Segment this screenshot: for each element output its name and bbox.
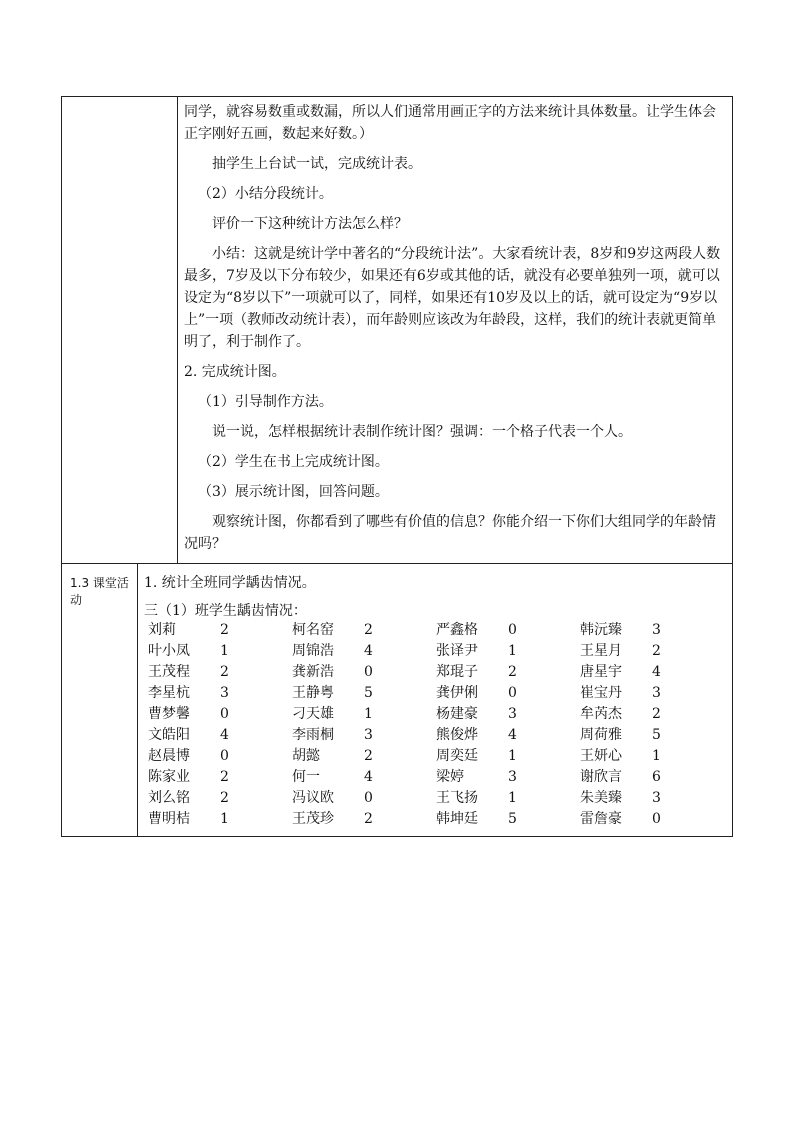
- student-name: 柯名窑: [292, 622, 334, 638]
- student-name: 韩沅臻: [580, 622, 622, 638]
- paragraph: （2）小结分段统计。: [198, 186, 333, 202]
- student-name: 周奕廷: [436, 748, 478, 764]
- student-name: 雷詹豪: [580, 811, 622, 827]
- student-count: 1: [220, 643, 229, 659]
- student-name: 梁婷: [436, 769, 464, 785]
- student-count: 2: [364, 748, 373, 764]
- student-name: 唐星宇: [580, 664, 622, 680]
- paragraph: 小结：这就是统计学中著名的“分段统计法”。大家看统计表，8岁和9岁这两段人数最多，7岁及以下分布较少，如果还有6岁或其他的话，就没有必要单独列一项，就可以设定为“8岁以下”一项就可以了，同样，如果还有10岁及以上的话，就可设定为“9岁以上”一项（教师改动统计表），而年龄则应该改为年龄段，这样，我们的统计表就更简单明了，利于制作了。: [184, 246, 721, 350]
- student-count: 1: [652, 748, 661, 764]
- student-count: 2: [220, 769, 229, 785]
- student-count: 2: [652, 706, 661, 722]
- student-count: 3: [220, 685, 229, 701]
- student-count: 0: [508, 622, 517, 638]
- student-count: 5: [364, 685, 373, 701]
- student-name: 王飞扬: [436, 790, 478, 806]
- paragraph: 抽学生上台试一试，完成统计表。: [212, 156, 422, 172]
- student-count: 5: [652, 727, 661, 743]
- paragraph: 说一说，怎样根据统计表制作统计图？强调：一个格子代表一个人。: [212, 424, 632, 440]
- student-count: 2: [364, 622, 373, 638]
- student-count: 3: [652, 622, 661, 638]
- student-name: 郑琨子: [436, 664, 478, 680]
- student-count: 3: [652, 790, 661, 806]
- student-name: 李雨桐: [292, 727, 334, 743]
- student-name: 牟芮杰: [580, 706, 622, 722]
- student-name: 王妍心: [580, 748, 622, 764]
- student-count: 1: [220, 811, 229, 827]
- paragraph: 评价一下这种统计方法怎么样？: [212, 216, 408, 232]
- student-count: 2: [220, 664, 229, 680]
- student-name: 龚伊俐: [436, 685, 478, 701]
- content-cell: [178, 97, 732, 563]
- student-count: 2: [364, 811, 373, 827]
- student-count: 0: [220, 748, 229, 764]
- student-name: 王茂珍: [292, 811, 334, 827]
- student-count: 0: [364, 790, 373, 806]
- paragraph: （1）引导制作方法。: [198, 394, 333, 410]
- student-name: 张译尹: [436, 643, 478, 659]
- student-name: 刁天雄: [292, 706, 334, 722]
- activity-subheading: 三（1）班学生龋齿情况：: [144, 603, 307, 619]
- student-count: 6: [652, 769, 661, 785]
- student-name: 何一: [292, 769, 320, 785]
- student-name: 龚新浩: [292, 664, 334, 680]
- student-count: 4: [220, 727, 229, 743]
- student-name: 杨建豪: [436, 706, 478, 722]
- student-name: 周荷雅: [580, 727, 622, 743]
- student-name: 熊俊烨: [436, 727, 478, 743]
- student-name: 刘么铭: [148, 790, 190, 806]
- table-row: [62, 97, 732, 564]
- student-count: 4: [652, 664, 661, 680]
- student-name: 崔宝丹: [580, 685, 622, 701]
- student-name: 曹梦馨: [148, 706, 190, 722]
- student-count: 5: [508, 811, 517, 827]
- student-count: 4: [508, 727, 517, 743]
- activity-heading: 1. 统计全班同学龋齿情况。: [144, 575, 316, 591]
- student-name: 李星杭: [148, 685, 190, 701]
- student-count: 3: [652, 685, 661, 701]
- student-list: [148, 620, 724, 830]
- student-name: 陈家业: [148, 769, 190, 785]
- row-label-empty: [62, 97, 178, 563]
- content-cell: [138, 564, 732, 836]
- student-name: 叶小凤: [148, 643, 190, 659]
- student-count: 4: [364, 769, 373, 785]
- student-count: 1: [508, 790, 517, 806]
- student-name: 周锦浩: [292, 643, 334, 659]
- student-count: 2: [220, 622, 229, 638]
- student-name: 刘莉: [148, 622, 176, 638]
- student-count: 2: [652, 643, 661, 659]
- paragraph: 同学，就容易数重或数漏，所以人们通常用画正字的方法来统计具体数量。让学生体会正字刚好五画，数起来好数。）: [184, 104, 716, 142]
- paragraph: （2）学生在书上完成统计图。: [198, 454, 389, 470]
- student-count: 3: [364, 727, 373, 743]
- student-count: 1: [364, 706, 373, 722]
- paragraph: （3）展示统计图，回答问题。: [198, 484, 389, 500]
- student-count: 1: [508, 748, 517, 764]
- row-label: 1.3 课堂活动: [62, 564, 138, 836]
- student-name: 王星月: [580, 643, 622, 659]
- student-count: 2: [508, 664, 517, 680]
- student-count: 4: [364, 643, 373, 659]
- student-name: 胡懿: [292, 748, 320, 764]
- student-name: 王茂程: [148, 664, 190, 680]
- student-name: 谢欣言: [580, 769, 622, 785]
- table-row: [62, 564, 732, 836]
- paragraph: 观察统计图，你都看到了哪些有价值的信息？你能介绍一下你们大组同学的年龄情况吗？: [184, 514, 716, 552]
- student-name: 韩坤廷: [436, 811, 478, 827]
- student-name: 严鑫格: [436, 622, 478, 638]
- student-name: 曹明桔: [148, 811, 190, 827]
- student-count: 0: [364, 664, 373, 680]
- student-count: 0: [652, 811, 661, 827]
- student-count: 1: [508, 643, 517, 659]
- student-count: 2: [220, 790, 229, 806]
- student-name: 朱美臻: [580, 790, 622, 806]
- lesson-table: [61, 96, 733, 837]
- paragraph: 2. 完成统计图。: [184, 364, 286, 380]
- student-count: 3: [508, 706, 517, 722]
- student-count: 3: [508, 769, 517, 785]
- student-name: 王静粤: [292, 685, 334, 701]
- student-count: 0: [220, 706, 229, 722]
- student-name: 赵晨博: [148, 748, 190, 764]
- student-name: 文皓阳: [148, 727, 190, 743]
- student-name: 冯议欧: [292, 790, 334, 806]
- student-count: 0: [508, 685, 517, 701]
